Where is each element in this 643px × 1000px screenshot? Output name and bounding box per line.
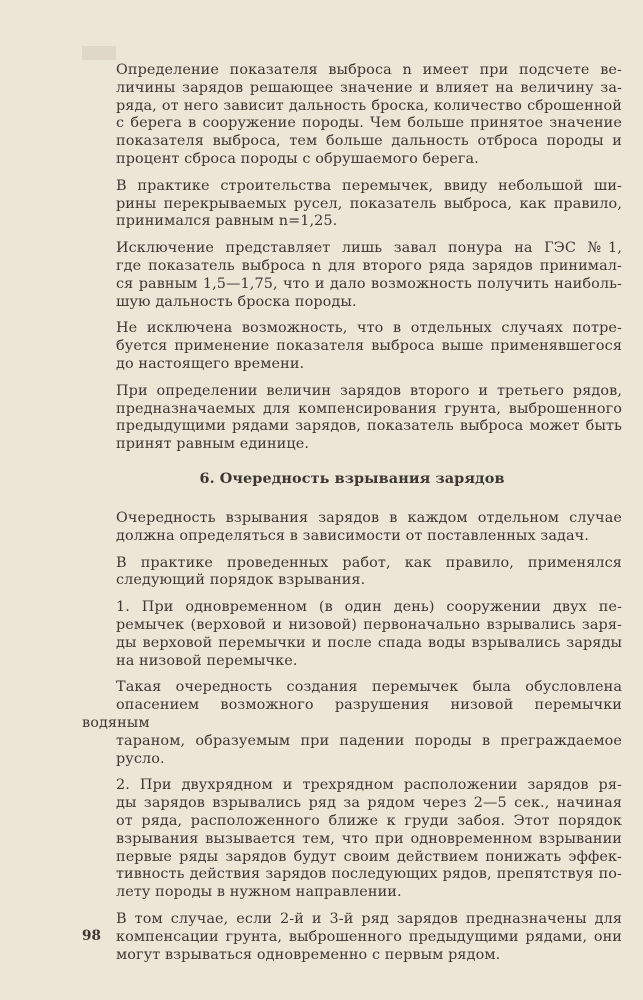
text-line: Такая очередность создания перемычек была обусловлена xyxy=(116,679,622,696)
paragraph xyxy=(82,178,622,231)
text-line: от ряда, расположенного ближе к груди забоя. Этот порядок xyxy=(116,812,622,829)
text-line: ды верховой перемычки и после спада воды взрывались заряды xyxy=(116,634,622,651)
text-line: ряда, от него зависит дальность броска, количество сброшенной xyxy=(116,97,622,114)
text-line: ремычек (верховой и низовой) первоначально взрывались заря- xyxy=(116,616,622,633)
paragraph xyxy=(82,510,622,546)
text-line: Исключение представляет лишь завал понура на ГЭС №1, xyxy=(116,240,622,257)
paragraph xyxy=(82,240,622,311)
paragraph xyxy=(82,383,622,454)
text-line: взрывания вызывается тем, что при одновременном взрывании xyxy=(116,830,622,847)
text-line: 1. При одновременном (в один день) сооружении двух пе- xyxy=(116,599,622,616)
text-line: предыдущими рядами зарядов, показатель выброса может быть xyxy=(116,418,622,435)
text-line: шую дальность броска породы. xyxy=(116,293,357,310)
text-line: могут взрываться одновременно с первым рядом. xyxy=(116,946,501,963)
paragraph xyxy=(82,62,622,169)
text-line: где показатель выброса n для второго ряда зарядов принимал- xyxy=(116,257,622,274)
text-line: принят равным единице. xyxy=(116,436,310,453)
faint-header-mark xyxy=(82,46,116,60)
paragraph xyxy=(82,599,622,670)
text-line: лету породы в нужном направлении. xyxy=(116,884,402,901)
text-line: должна определяться в зависимости от поставленных задач. xyxy=(116,527,589,544)
text-line: следующий порядок взрывания. xyxy=(116,572,366,589)
text-line: опасением возможного разрушения низовой перемычки водяным xyxy=(82,697,622,731)
text-line: предназначаемых для компенсирования грунта, выброшенного xyxy=(116,400,622,417)
paragraph xyxy=(82,679,622,768)
text-line: до настоящего времени. xyxy=(116,355,305,372)
section-intro xyxy=(82,62,622,454)
section-blasting-order xyxy=(82,510,622,973)
text-line: В том случае, если 2-й и 3-й ряд зарядов предназначены для xyxy=(116,910,622,927)
text-line: личины зарядов решающее значение и влияет на величину за- xyxy=(116,79,622,96)
text-line: тивность действия зарядов последующих рядов, препятствуя по- xyxy=(116,866,622,883)
text-line: В практике строительства перемычек, ввиду небольшой ши- xyxy=(116,177,622,194)
text-line: рины перекрываемых русел, показатель выброса, как правило, xyxy=(116,195,622,212)
text-line: с берега в сооружение породы. Чем больше принятое значение xyxy=(116,115,622,132)
text-line: Не исключена возможность, что в отдельных случаях потре- xyxy=(116,320,622,337)
paragraph xyxy=(82,777,622,902)
text-line: Определение показателя выброса n имеет при подсчете ве- xyxy=(116,62,622,78)
page-number: 98 xyxy=(82,928,101,944)
text-line: русло. xyxy=(116,750,165,767)
paragraph xyxy=(82,555,622,591)
text-line: компенсации грунта, выброшенного предыдущими рядами, они xyxy=(116,928,622,945)
paragraph xyxy=(82,320,622,373)
text-line: При определении величин зарядов второго и третьего рядов, xyxy=(116,382,622,399)
text-line: В практике проведенных работ, как правило, применялся xyxy=(116,554,622,571)
text-line: ся равным 1,5—1,75, что и дало возможность получить наиболь- xyxy=(116,275,622,292)
text-line: на низовой перемычке. xyxy=(116,652,298,669)
text-line: буется применение показателя выброса выше применявшегося xyxy=(116,338,622,355)
text-line: принимался равным n=1,25. xyxy=(116,213,338,230)
text-line: тараном, образуемым при падении породы в преграждаемое xyxy=(116,732,622,749)
section-heading: 6. Очередность взрывания зарядов xyxy=(199,470,505,487)
text-line: показателя выброса, тем больше дальность отброса породы и xyxy=(116,133,622,150)
text-line: процент сброса породы с обрушаемого берега. xyxy=(116,150,479,167)
text-line: ды зарядов взрывались ряд за рядом через 2—5 сек., начиная xyxy=(116,795,622,812)
paragraph xyxy=(82,911,622,964)
text-line: Очередность взрывания зарядов в каждом отдельном случае xyxy=(116,510,622,526)
text-line: первые ряды зарядов будут своим действием понижать эффек- xyxy=(116,848,622,865)
text-line: 2. При двухрядном и трехрядном расположении зарядов ря- xyxy=(116,777,622,794)
